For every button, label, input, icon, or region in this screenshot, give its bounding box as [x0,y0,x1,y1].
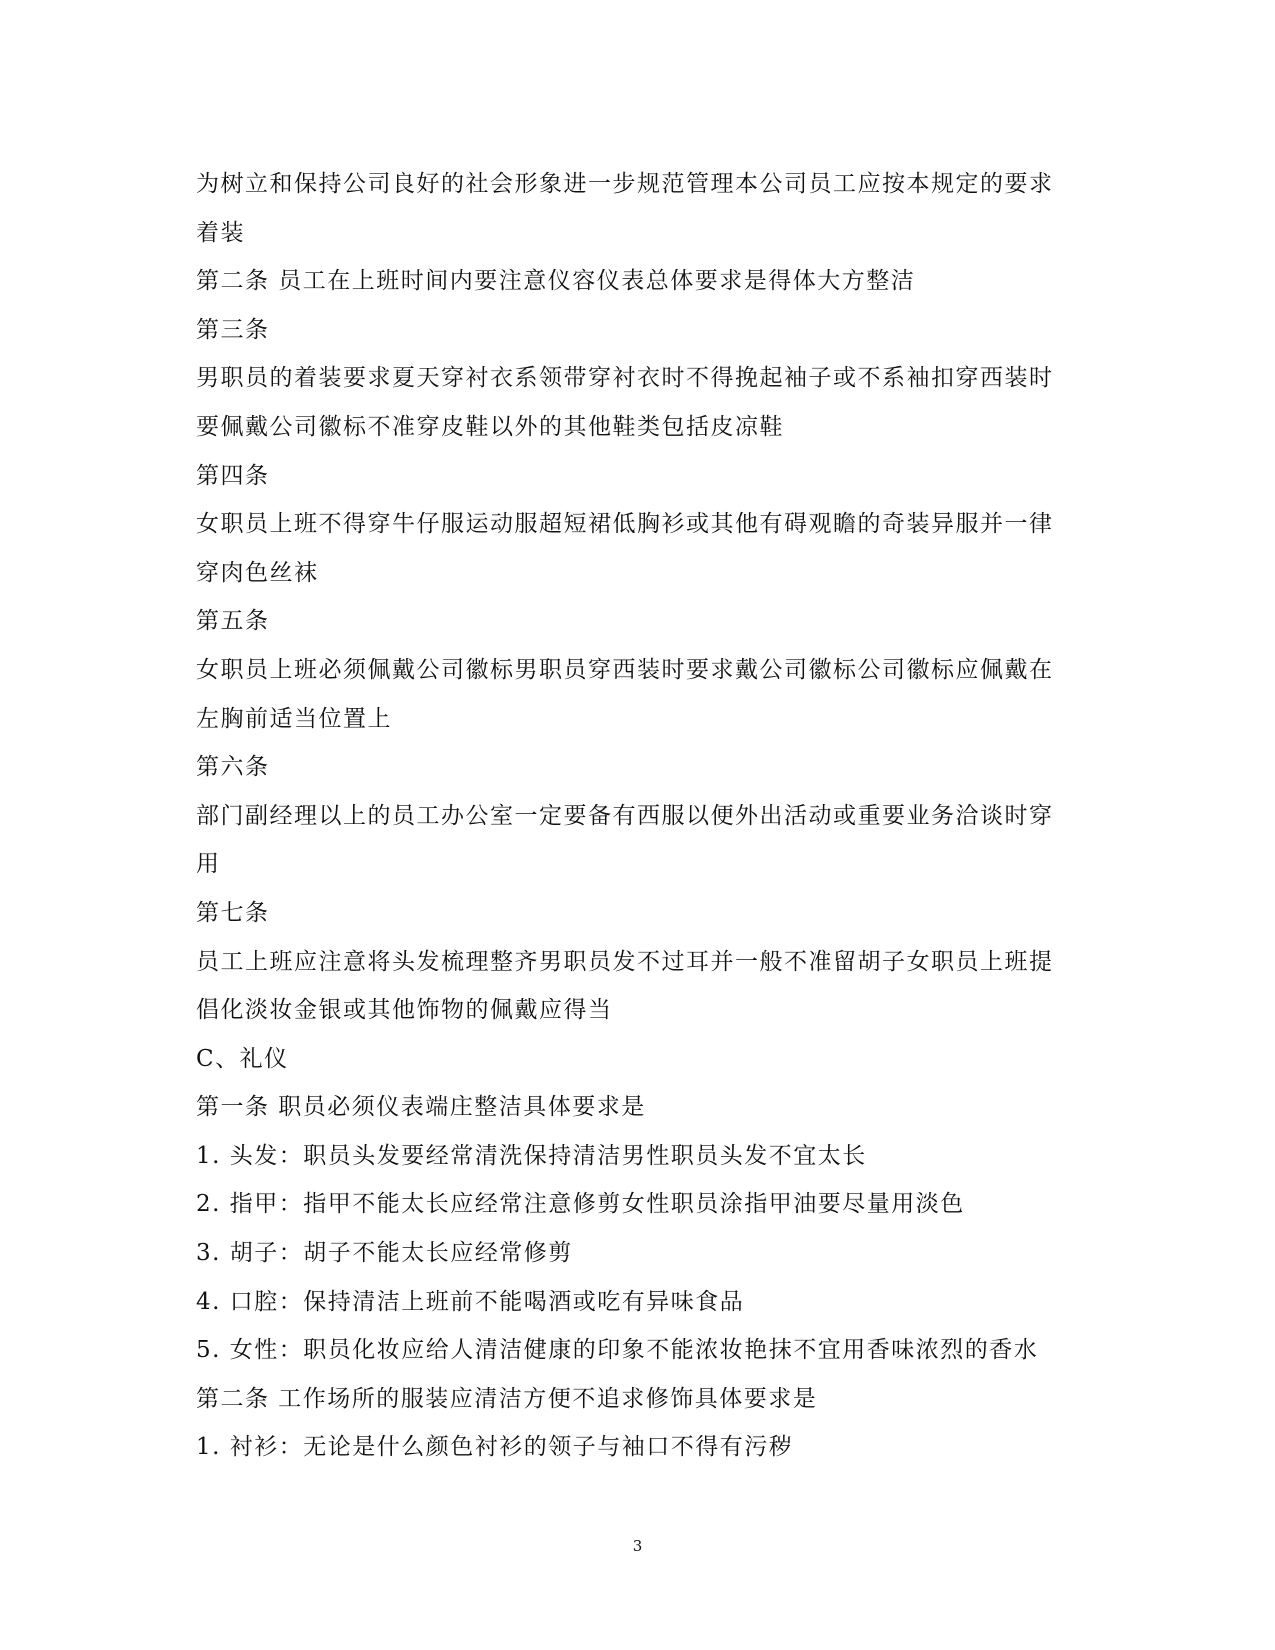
text-line: 穿肉色丝袜 [196,559,319,586]
text-line: 为树立和保持公司良好的社会形象进一步规范管理本公司员工应按本规定的要求 [196,171,1054,197]
article-heading: 第七条 [196,899,270,926]
text-line: 要佩戴公司徽标不准穿皮鞋以外的其他鞋类包括皮凉鞋 [196,413,784,440]
section-heading: C、礼仪 [196,1045,289,1072]
article-heading: 第六条 [196,754,270,781]
text-line: 用 [196,851,221,878]
list-item: 2. 指甲：指甲不能太长应经常注意修剪女性职员涂指甲油要尽量用淡色 [196,1191,965,1218]
article-heading: 第三条 [196,316,270,343]
list-item: 5. 女性：职员化妆应给人清洁健康的印象不能浓妆艳抹不宜用香味浓烈的香水 [196,1337,1039,1364]
text-line: 倡化淡妆金银或其他饰物的佩戴应得当 [196,997,613,1024]
list-item: 3. 胡子：胡子不能太长应经常修剪 [196,1240,573,1267]
text-line: 男职员的着装要求夏天穿衬衣系领带穿衬衣时不得挽起袖子或不系袖扣穿西装时 [196,365,1054,392]
list-item: 4. 口腔：保持清洁上班前不能喝酒或吃有异味食品 [196,1288,745,1315]
text-line: 第一条 职员必须仪表端庄整洁具体要求是 [196,1094,646,1121]
text-line: 着装 [196,219,245,246]
text-line: 部门副经理以上的员工办公室一定要备有西服以便外出活动或重要业务洽谈时穿 [196,802,1054,829]
text-line: 第二条 员工在上班时间内要注意仪容仪表总体要求是得体大方整洁 [196,268,916,295]
text-line: 左胸前适当位置上 [196,705,392,732]
list-item: 1. 头发：职员头发要经常清洗保持清洁男性职员头发不宜太长 [196,1142,867,1169]
text-line: 女职员上班必须佩戴公司徽标男职员穿西装时要求戴公司徽标公司徽标应佩戴在 [196,656,1054,683]
list-item: 1. 衬衫：无论是什么颜色衬衫的领子与袖口不得有污秽 [196,1434,794,1461]
page-number: 3 [632,1537,643,1555]
article-heading: 第四条 [196,462,270,489]
text-line: 女职员上班不得穿牛仔服运动服超短裙低胸衫或其他有碍观瞻的奇装异服并一律 [196,511,1054,538]
article-heading: 第五条 [196,608,270,635]
document-body [196,160,1086,1472]
text-line: 第二条 工作场所的服装应清洁方便不追求修饰具体要求是 [196,1385,818,1412]
text-line: 员工上班应注意将头发梳理整齐男职员发不过耳并一般不准留胡子女职员上班提 [196,948,1054,975]
